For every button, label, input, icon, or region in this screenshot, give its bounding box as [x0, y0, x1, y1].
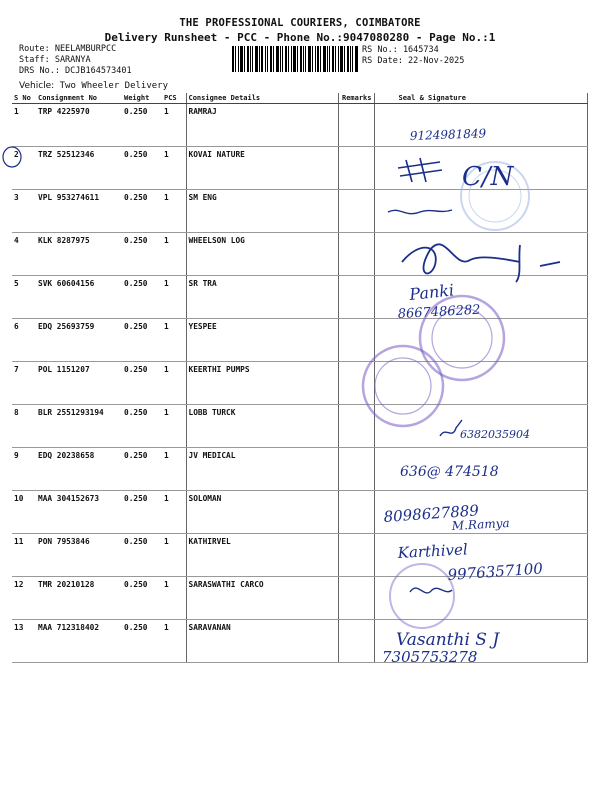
- table-row: [12, 190, 587, 233]
- cell-signature: [374, 534, 587, 577]
- cell-pcs: 1: [162, 534, 186, 577]
- cell-remarks: [338, 405, 374, 448]
- vehicle-label: Vehicle:: [19, 81, 55, 91]
- table-row: [12, 233, 587, 276]
- cell-sno: 11: [12, 534, 36, 577]
- cell-pcs: 1: [162, 405, 186, 448]
- cell-consignment-no: TRP 4225970: [36, 104, 122, 147]
- runsheet-subtitle: Delivery Runsheet - PCC - Phone No.:9047080280 - Page No.:1: [104, 31, 496, 44]
- cell-pcs: 1: [162, 577, 186, 620]
- hand-row13-name: Vasanthi S J: [396, 630, 500, 650]
- cell-remarks: [338, 491, 374, 534]
- cell-consignment-no: MAA 304152673: [36, 491, 122, 534]
- cell-sno: 12: [12, 577, 36, 620]
- col-header-remarks: Remarks: [338, 93, 374, 104]
- cell-consignment-no: VPL 953274611: [36, 190, 122, 233]
- cell-consignee: SARAVANAN: [186, 620, 338, 663]
- hand-row11-name: Karthivel: [397, 540, 469, 562]
- runsheet-meta-left: [19, 44, 132, 77]
- cell-pcs: 1: [162, 620, 186, 663]
- hand-row1-phone: 9124981849: [409, 126, 487, 143]
- hand-row13-phone: 7305753278: [382, 648, 478, 666]
- cell-weight: 0.250: [122, 362, 162, 405]
- cell-sno: 5: [12, 276, 36, 319]
- cell-weight: 0.250: [122, 233, 162, 276]
- cell-weight: 0.250: [122, 620, 162, 663]
- cell-sno: 13: [12, 620, 36, 663]
- cell-remarks: [338, 534, 374, 577]
- cell-sno: 3: [12, 190, 36, 233]
- hand-row9: 636@ 474518: [400, 464, 499, 480]
- cell-remarks: [338, 620, 374, 663]
- cell-remarks: [338, 276, 374, 319]
- cell-signature: [374, 405, 587, 448]
- cell-pcs: 1: [162, 104, 186, 147]
- cell-consignment-no: PON 7953846: [36, 534, 122, 577]
- table-row: [12, 319, 587, 362]
- table-row: [12, 577, 587, 620]
- cell-sno: 7: [12, 362, 36, 405]
- cell-sno: 10: [12, 491, 36, 534]
- cell-signature: [374, 233, 587, 276]
- hand-row2-mark: C/N: [462, 162, 514, 192]
- cell-remarks: [338, 147, 374, 190]
- cell-weight: 0.250: [122, 319, 162, 362]
- table-header-row: [12, 93, 587, 104]
- cell-consignment-no: SVK 60604156: [36, 276, 122, 319]
- cell-consignment-no: TRZ 52512346: [36, 147, 122, 190]
- cell-remarks: [338, 319, 374, 362]
- cell-weight: 0.250: [122, 147, 162, 190]
- table-row: [12, 405, 587, 448]
- runsheet-table: [12, 93, 588, 663]
- cell-pcs: 1: [162, 362, 186, 405]
- col-header-sno: S No: [12, 93, 36, 104]
- table-row: [12, 534, 587, 577]
- cell-remarks: [338, 362, 374, 405]
- cell-consignee: KEERTHI PUMPS: [186, 362, 338, 405]
- cell-pcs: 1: [162, 147, 186, 190]
- staff-text: Staff: SARANYA: [19, 55, 91, 65]
- cell-signature: [374, 276, 587, 319]
- cell-remarks: [338, 190, 374, 233]
- cell-remarks: [338, 448, 374, 491]
- cell-consignee: SARASWATHI CARCO: [186, 577, 338, 620]
- table-row: [12, 104, 587, 147]
- cell-pcs: 1: [162, 319, 186, 362]
- runsheet-meta-right: [362, 45, 464, 67]
- cell-signature: [374, 147, 587, 190]
- table-row: [12, 491, 587, 534]
- cell-weight: 0.250: [122, 190, 162, 233]
- cell-consignment-no: EDQ 20238658: [36, 448, 122, 491]
- cell-consignment-no: MAA 712318402: [36, 620, 122, 663]
- cell-consignment-no: BLR 2551293194: [36, 405, 122, 448]
- cell-signature: [374, 577, 587, 620]
- cell-consignee: SR TRA: [186, 276, 338, 319]
- hand-row10-phone: 8098627889: [383, 501, 480, 526]
- cell-signature: [374, 491, 587, 534]
- cell-weight: 0.250: [122, 104, 162, 147]
- cell-consignee: YESPEE: [186, 319, 338, 362]
- cell-consignee: KATHIRVEL: [186, 534, 338, 577]
- table-row: [12, 620, 587, 663]
- cell-weight: 0.250: [122, 448, 162, 491]
- cell-consignment-no: TMR 20210128: [36, 577, 122, 620]
- cell-weight: 0.250: [122, 405, 162, 448]
- cell-weight: 0.250: [122, 534, 162, 577]
- route-text: Route: NEELAMBURPCC: [19, 44, 117, 54]
- table-row: [12, 448, 587, 491]
- cell-pcs: 1: [162, 190, 186, 233]
- vehicle-value: Two Wheeler Delivery: [59, 81, 169, 91]
- hand-row10-name: M.Ramya: [451, 515, 510, 533]
- col-header-signature: Seal & Signature: [374, 93, 587, 104]
- hand-row5-phone: 8667486282: [397, 302, 481, 322]
- cell-remarks: [338, 104, 374, 147]
- cell-consignee: SOLOMAN: [186, 491, 338, 534]
- cell-remarks: [338, 233, 374, 276]
- cell-sno: 1: [12, 104, 36, 147]
- hand-row11-phone: 9976357100: [447, 559, 544, 584]
- cell-remarks: [338, 577, 374, 620]
- company-title: THE PROFESSIONAL COURIERS, COIMBATORE: [179, 17, 421, 29]
- cell-consignee: SM ENG: [186, 190, 338, 233]
- cell-signature: [374, 190, 587, 233]
- cell-weight: 0.250: [122, 577, 162, 620]
- table-row: [12, 362, 587, 405]
- cell-signature: [374, 319, 587, 362]
- rs-date: RS Date: 22-Nov-2025: [362, 56, 465, 66]
- cell-consignee: LOBB TURCK: [186, 405, 338, 448]
- cell-pcs: 1: [162, 233, 186, 276]
- col-header-consignment: Consignment No: [36, 93, 122, 104]
- cell-signature: [374, 362, 587, 405]
- cell-consignee: WHEELSON LOG: [186, 233, 338, 276]
- col-header-consignee: Consignee Details: [186, 93, 338, 104]
- vehicle-line: [19, 81, 168, 91]
- cell-consignment-no: EDQ 25693759: [36, 319, 122, 362]
- cell-consignee: KOVAI NATURE: [186, 147, 338, 190]
- cell-consignment-no: KLK 8287975: [36, 233, 122, 276]
- cell-pcs: 1: [162, 276, 186, 319]
- cell-pcs: 1: [162, 491, 186, 534]
- cell-weight: 0.250: [122, 491, 162, 534]
- cell-weight: 0.250: [122, 276, 162, 319]
- barcode: [232, 46, 358, 72]
- cell-sno: 6: [12, 319, 36, 362]
- cell-consignee: JV MEDICAL: [186, 448, 338, 491]
- cell-sno: 8: [12, 405, 36, 448]
- cell-signature: [374, 448, 587, 491]
- hand-row5-name: Panki: [408, 280, 455, 304]
- cell-sno: 2: [12, 147, 36, 190]
- cell-consignment-no: POL 1151207: [36, 362, 122, 405]
- cell-signature: [374, 620, 587, 663]
- cell-sno: 4: [12, 233, 36, 276]
- table-row: [12, 276, 587, 319]
- table-row: [12, 147, 587, 190]
- cell-sno: 9: [12, 448, 36, 491]
- cell-signature: [374, 104, 587, 147]
- hand-row8-phone: 6382035904: [460, 428, 530, 441]
- drs-number: DRS No.: DCJB164573401: [19, 66, 132, 76]
- cell-consignee: RAMRAJ: [186, 104, 338, 147]
- col-header-weight: Weight: [122, 93, 162, 104]
- rs-number: RS No.: 1645734: [362, 45, 439, 55]
- col-header-pcs: PCS: [162, 93, 186, 104]
- cell-pcs: 1: [162, 448, 186, 491]
